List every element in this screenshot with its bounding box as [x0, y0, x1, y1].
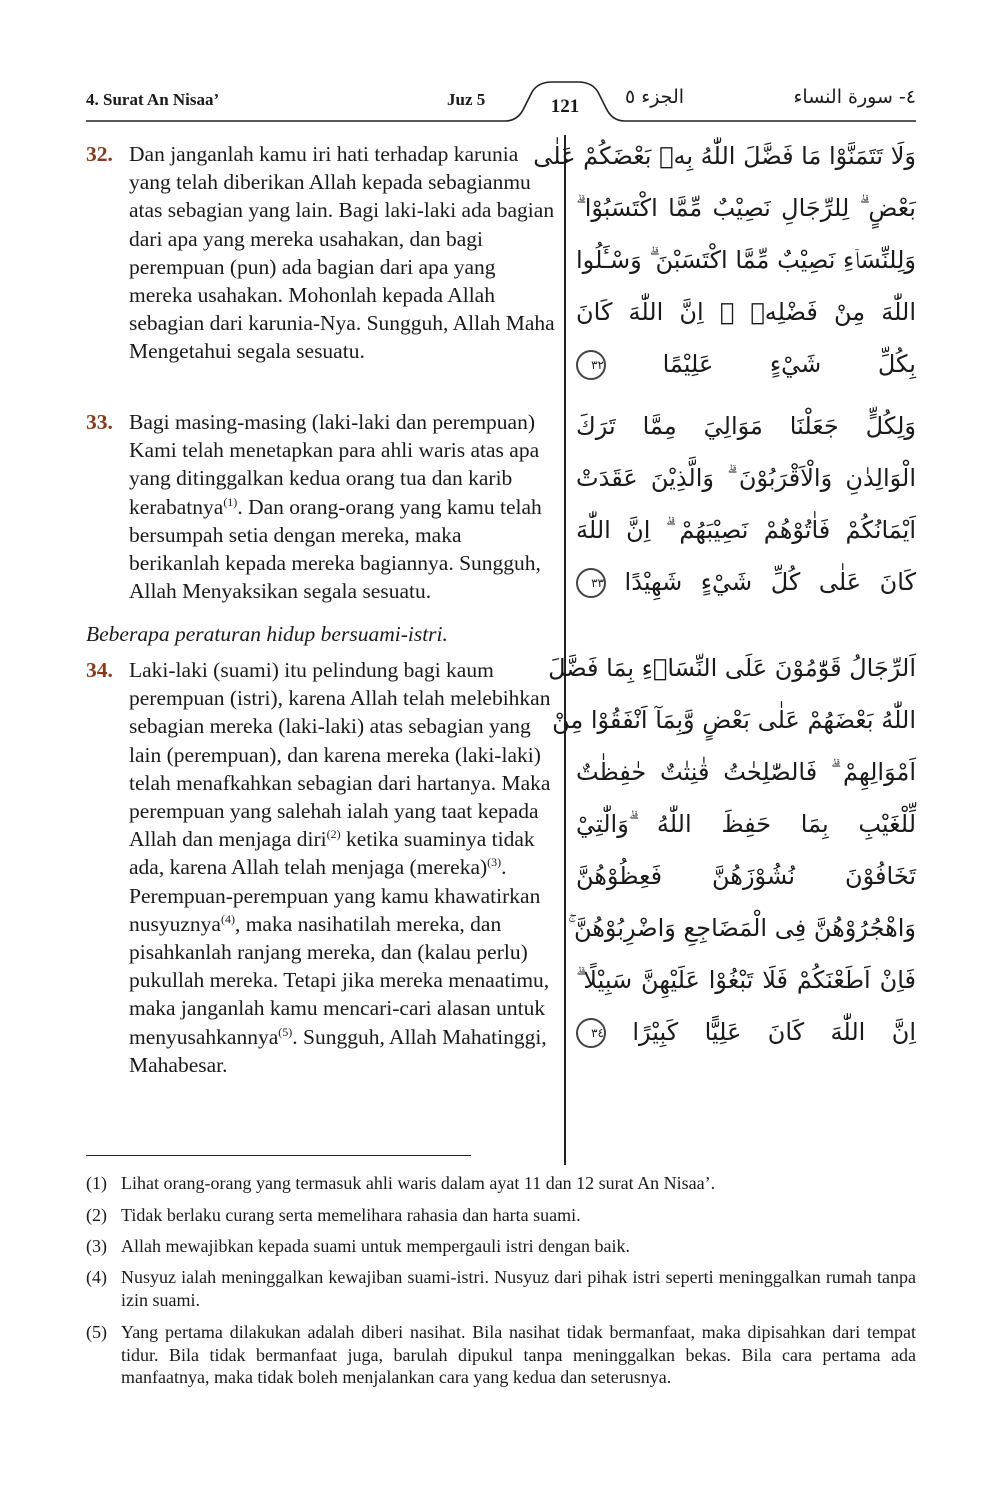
footnote-ref[interactable]: (2) [326, 827, 341, 842]
arabic-line-wrap [576, 338, 916, 390]
ayah-end-marker: ٣٢ [576, 350, 606, 380]
footnote-separator [86, 1155, 471, 1156]
footnote-number: (4) [86, 1267, 107, 1287]
footnote-ref[interactable]: (1) [223, 494, 238, 509]
verse-translation-32 [86, 140, 556, 366]
juz-label-arabic: الجزء ٥ [625, 86, 685, 108]
verse-text: Dan janganlah kamu iri hati terhadap karunia yang telah diberikan Allah kepada sebagianmu atas sebagian yang lain. Bagi laki-laki ada bagian dari apa yang mereka usahakan, dan bagi perempuan (pun) ada bagian dari apa yang mereka usahakan. Mohonlah kepada Allah sebagian dari karunia-Nya. Sungguh, Allah Maha Mengetahui segala sesuatu. [129, 142, 555, 364]
verse-translation-34 [86, 656, 556, 1079]
footnote-text: Tidak berlaku curang serta memelihara rahasia dan harta suami. [121, 1205, 581, 1225]
arabic-verse-34 [548, 642, 916, 1058]
ayah-end-marker: ٣٣ [576, 568, 606, 598]
footnote-number: (3) [86, 1236, 107, 1256]
footnote-2 [86, 1204, 916, 1227]
footnote-number: (2) [86, 1205, 107, 1225]
verse-text-part: Laki-laki (suami) itu pelindung bagi kaum perempuan (istri), karena Allah telah melebihkan sebagian mereka (laki-laki) atas sebagian yang lain (perempuan), dan karena mereka (laki-laki) telah menafkahkan sebagian dari hartanya. Maka perempuan yang salehah ialah yang taat kepada Allah dan menjaga diri [129, 658, 551, 852]
footnote-text: Yang pertama dilakukan adalah diberi nasihat. Bila nasihat tidak bermanfaat, maka dipisahkan dari tempat tidur. Bila tidak bermanfaat juga, barulah dipukul tanpa meninggalkan bekas. Bila cara pertama ada manfaatnya, maka tidak boleh menjalankan cara yang kedua dan seterusnya. [121, 1322, 916, 1387]
verse-text-part: . Dan orang-orang yang kamu telah bersumpah setia dengan mereka, maka berikanlah kepada mereka bagiannya. Sungguh, Allah Menyaksikan segala sesuatu. [129, 494, 542, 604]
verse-translation-33 [86, 408, 556, 605]
arabic-line-wrap [576, 556, 916, 608]
arabic-line: كَانَ عَلٰى كُلِّ شَيْءٍ شَهِيْدًا [624, 568, 916, 596]
verse-text-part: Bagi masing-masing (laki-laki dan perempuan) Kami telah menetapkan para ahli waris atas apa yang ditinggalkan kedua orang tua dan karib kerabatnya [129, 410, 540, 519]
verse-text-part: , maka nasihatilah mereka, dan pisahkanlah ranjang mereka, dan (kalau perlu) pukullah mereka. Tetapi jika mereka menaatimu, maka janganlah kamu mencari-cari alasan untuk menyusahkannya [129, 911, 550, 1049]
arabic-line: وَلِكُلٍّ جَعَلْنَا مَوَالِيَ مِمَّا تَرَكَ [576, 412, 916, 440]
verse-number: 33. [86, 410, 113, 434]
arabic-line: فَاِنْ اَطَعْنَكُمْ فَلَا تَبْغُوْا عَلَيْهِنَّ سَبِيْلًا ۗ [576, 966, 916, 994]
footnote-ref[interactable]: (3) [487, 855, 502, 870]
footnote-number: (5) [86, 1322, 107, 1342]
footnote-number: (1) [86, 1173, 107, 1193]
arabic-verse-33 [576, 400, 916, 608]
verse-text [129, 656, 556, 1079]
footnote-ref[interactable]: (5) [278, 1024, 293, 1039]
footnote-text: Nusyuz ialah meninggalkan kewajiban suami-istri. Nusyuz dari pihak istri seperti meninggalkan rumah tanpa izin suami. [121, 1267, 916, 1310]
footnote-5 [86, 1321, 916, 1389]
verse-text-part: ketika suaminya tidak ada, karena Allah telah menjaga (mereka) [129, 827, 535, 880]
verse-number: 34. [86, 658, 113, 682]
verse-text [129, 408, 556, 605]
arabic-line: لِّلْغَيْبِ بِمَا حَفِظَ اللّٰهُ ۗوَالّٰتِيْ [576, 810, 916, 838]
surah-title-latin: 4. Surat An Nisaa’ [86, 90, 220, 109]
arabic-line: اللّٰهُ بَعْضَهُمْ عَلٰى بَعْضٍ وَّبِمَآ اَنْفَقُوْا مِنْ [552, 706, 916, 734]
arabic-line: وَلَا تَتَمَنَّوْا مَا فَضَّلَ اللّٰهُ بِهٖ بَعْضَكُمْ عَلٰى [533, 142, 916, 170]
footnote-ref[interactable]: (4) [220, 911, 235, 926]
ayah-end-marker: ٣٤ [576, 1018, 606, 1048]
arabic-line: وَاهْجُرُوْهُنَّ فِى الْمَضَاجِعِ وَاضْرِبُوْهُنَّ ۚ [568, 914, 916, 942]
arabic-line: اِنَّ اللّٰهَ كَانَ عَلِيًّا كَبِيْرًا [632, 1018, 916, 1046]
arabic-line: تَخَافُوْنَ نُشُوْزَهُنَّ فَعِظُوْهُنَّ [576, 862, 916, 890]
verse-number: 32. [86, 142, 113, 166]
arabic-verse-32 [533, 130, 916, 390]
verse-text-part: . Perempuan-perempuan yang kamu khawatirkan nusyuznya [129, 855, 541, 936]
arabic-line: اَلرِّجَالُ قَوّٰمُوْنَ عَلَى النِّسَاۤءِ بِمَا فَضَّلَ [548, 654, 916, 682]
footnote-text: Lihat orang-orang yang termasuk ahli waris dalam ayat 11 dan 12 surat An Nisaa’. [121, 1173, 716, 1193]
arabic-line: وَلِلنِّسَاۤءِ نَصِيْبٌ مِّمَّا اكْتَسَبْنَ ۗ وَسْـَٔلُوا [576, 246, 916, 274]
arabic-line: اَيْمَانُكُمْ فَاٰتُوْهُمْ نَصِيْبَهُمْ ۗ اِنَّ اللّٰهَ [576, 516, 916, 544]
verse-text-part: . Sungguh, Allah Mahatinggi, Mahabesar. [129, 1024, 547, 1077]
arabic-line: اَمْوَالِهِمْ ۗ فَالصّٰلِحٰتُ قٰنِتٰتٌ حٰفِظٰتٌ [576, 758, 916, 786]
juz-label-latin: Juz 5 [447, 90, 486, 109]
arabic-line: الْوَالِدٰنِ وَالْاَقْرَبُوْنَ ۗ وَالَّذِيْنَ عَقَدَتْ [576, 464, 916, 492]
arabic-line: اللّٰهَ مِنْ فَضْلِهٖ ۗ اِنَّ اللّٰهَ كَانَ [576, 298, 916, 326]
arabic-line: بِكُلِّ شَيْءٍ عَلِيْمًا [662, 350, 916, 378]
surah-title-arabic: ٤- سورة النساء [793, 86, 916, 108]
footnote-3 [86, 1235, 916, 1258]
footnote-4 [86, 1266, 916, 1311]
header-rule [0, 0, 1000, 140]
footnote-text: Allah mewajibkan kepada suami untuk mempergauli istri dengan baik. [121, 1236, 631, 1256]
section-heading: Beberapa peraturan hidup bersuami-istri. [86, 622, 448, 646]
page-number: 121 [550, 96, 580, 117]
arabic-line-wrap [576, 1006, 916, 1058]
arabic-line: بَعْضٍ ۗ لِلرِّجَالِ نَصِيْبٌ مِّمَّا اكْتَسَبُوْا ۗ [576, 194, 916, 222]
footnote-1 [86, 1172, 916, 1195]
